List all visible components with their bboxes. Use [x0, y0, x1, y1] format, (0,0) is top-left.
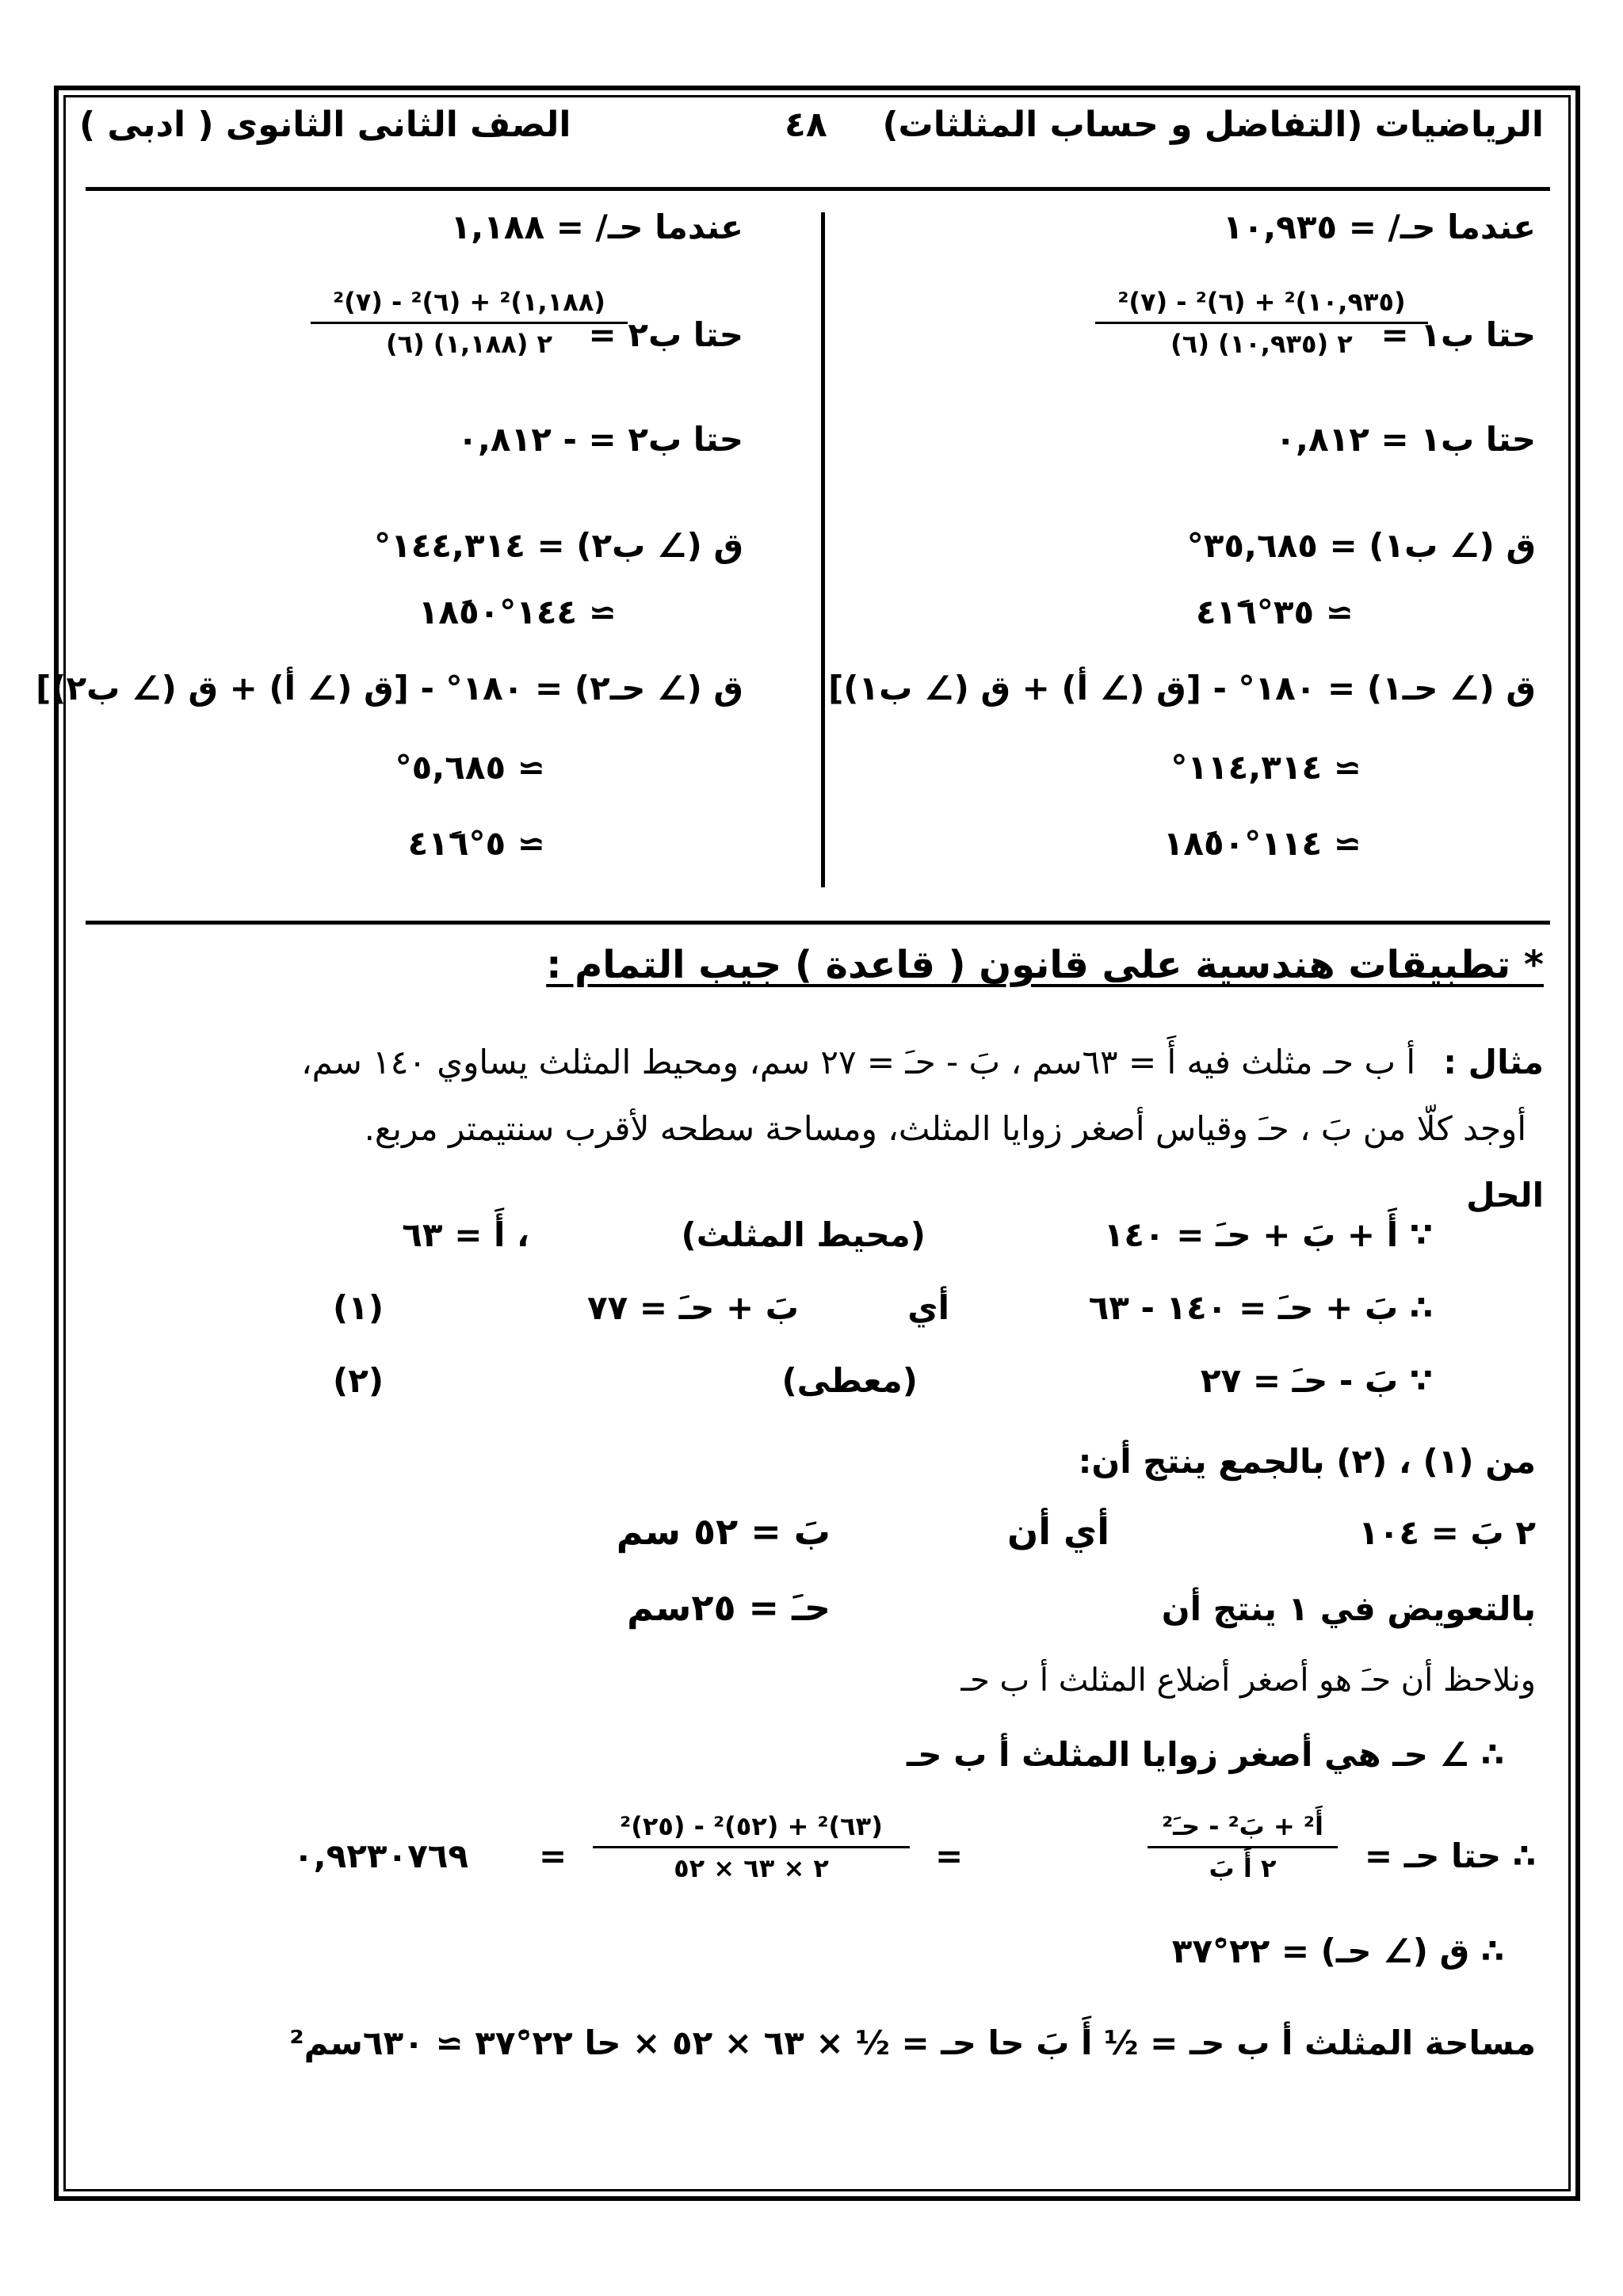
equation-number-1: (١): [333, 1288, 384, 1327]
section-title-text: * تطبيقات هندسية على قانون ( قاعدة ) جيب التمام :: [546, 943, 1544, 987]
example-label: مثال :: [1443, 1043, 1544, 1081]
solution-step-7: ونلاحظ أن حـَ هو أصغر أضلاع المثلث أ ب حـ: [960, 1662, 1536, 1699]
solution-step-5: ٢ بَ = ١٠٤: [1358, 1513, 1536, 1552]
left-angle-c-dms: ≃ ٥°٤١َ٦: [407, 824, 545, 863]
solution-step-4: من (١) ، (٢) بالجمع ينتج أن:: [1078, 1442, 1536, 1481]
right-cos-label: حتا ب١ =: [1381, 315, 1536, 354]
solution-step-2: ∴ بَ + حـَ = ١٤٠ - ٦٣: [1088, 1288, 1433, 1327]
cos-c-numerator-general: أَ² + بَ² - حـَ²: [1148, 1811, 1338, 1848]
left-angle-c-deg: ≃ ٥,٦٨٥°: [395, 748, 545, 787]
right-angle-c: ق (∠ حـ١) = ١٨٠° - [ق (∠ أ) + ق (∠ ب١)]: [828, 669, 1536, 707]
cos-c-result: ٠,٩٢٣٠٧٦٩: [293, 1836, 469, 1875]
angle-c-result: ∴ ق (∠ حـ) = ٢٢°٣٧َ: [1171, 1932, 1504, 1970]
solution-step-5-result: بَ = ٥٢ سم: [616, 1510, 831, 1553]
right-cos-denominator: ٢ (١٠,٩٣٥) (٦): [1170, 329, 1353, 359]
section-title: [546, 943, 1544, 987]
cos-c-numerator-numeric: (٦٣)² + (٥٢)² - (٢٥)²: [593, 1811, 910, 1848]
left-case-condition: عندما حـ/ = ١,١٨٨: [450, 208, 743, 246]
triangle-area: مساحة المثلث أ ب حـ = ½ أَ بَ حا حـ = ½ × ٦٣ × ٥٢ × حا ٢٢°٣٧َ ≃ ٦٣٠سم²: [289, 2023, 1536, 2062]
solution-step-2-mid: أي: [907, 1288, 949, 1327]
left-cos-numerator: (١,١٨٨)² + (٦)² - (٧)²: [311, 287, 628, 324]
left-angle-b: ق (∠ ب٢) = ١٤٤,٣١٤°: [374, 526, 743, 565]
solution-step-5-mid: أي أن: [1007, 1510, 1109, 1553]
section-divider: [86, 921, 1550, 925]
solution-step-6: بالتعويض في ١ ينتج أن: [1161, 1589, 1536, 1628]
left-angle-c: ق (∠ حـ٢) = ١٨٠° - [ق (∠ أ) + ق (∠ ب٢)]: [36, 669, 743, 707]
page-number: ٤٨: [785, 105, 827, 145]
cos-c-fraction-general: [1148, 1811, 1338, 1883]
solution-step-6-result: حـَ = ٢٥سم: [627, 1586, 831, 1629]
left-cos-label: حتا ب٢ =: [588, 315, 743, 354]
solution-step-1: ∵ أَ + بَ + حـَ = ١٤٠: [1103, 1215, 1433, 1254]
cos-c-denominator-numeric: ٢ × ٦٣ × ٥٢: [674, 1853, 829, 1883]
cos-c-fraction-numeric: [593, 1811, 910, 1883]
left-cos-fraction: [311, 287, 628, 359]
right-angle-c-deg: ≃ ١١٤,٣١٤°: [1170, 748, 1361, 787]
right-cos-value: حتا ب١ = ٠,٨١٢: [1275, 420, 1536, 459]
example-line-1: أ ب حـ مثلث فيه أَ = ٦٣سم ، بَ - حـَ = ٢٧ سم، ومحيط المثلث يساوي ١٤٠ سم،: [301, 1043, 1415, 1081]
right-angle-c-dms: ≃ ١١٤°١٨َ٥٠: [1163, 824, 1361, 863]
left-cos-denominator: ٢ (١,١٨٨) (٦): [385, 329, 553, 359]
solution-step-2-result: بَ + حـَ = ٧٧: [587, 1288, 799, 1327]
right-cos-fraction: [1095, 287, 1428, 359]
column-divider: [821, 212, 825, 887]
example-line-2: أوجد كلّا من بَ ، حـَ وقياس أصغر زوايا المثلث، ومساحة سطحه لأقرب سنتيمتر مربع.: [364, 1109, 1526, 1148]
cos-c-denominator-general: ٢ أَ بَ: [1209, 1853, 1277, 1883]
right-angle-b-dms: ≃ ٣٥°٤١َ٦: [1195, 593, 1354, 631]
right-case-condition: عندما حـ/ = ١٠,٩٣٥: [1222, 208, 1536, 246]
solution-step-1-extra: ، أَ = ٦٣: [402, 1215, 529, 1254]
header-divider: [86, 187, 1550, 191]
equation-number-2: (٢): [333, 1361, 384, 1400]
left-cos-value: حتا ب٢ = - ٠,٨١٢: [457, 420, 743, 459]
left-angle-b-dms: ≃ ١٤٤°١٨َ٥٠: [418, 593, 617, 631]
solution-step-1-note: (محيط المثلث): [681, 1215, 926, 1254]
solution-step-8: ∴ ∠ حـ هي أصغر زوايا المثلث أ ب حـ: [906, 1735, 1504, 1774]
solution-step-3-note: (معطى): [781, 1361, 918, 1400]
header-grade: الصف الثانى الثانوى ( ادبى ): [79, 105, 571, 145]
cos-c-equals-2: =: [539, 1836, 567, 1875]
solution-step-3: ∵ بَ - حـَ = ٢٧: [1200, 1361, 1433, 1400]
solution-label: الحل: [1466, 1176, 1544, 1215]
header-subject: الرياضيات (التفاضل و حساب المثلثات): [882, 105, 1544, 145]
right-angle-b: ق (∠ ب١) = ٣٥,٦٨٥°: [1186, 526, 1536, 565]
cos-c-label: ∴ حتا حـ =: [1364, 1836, 1536, 1875]
right-cos-numerator: (١٠,٩٣٥)² + (٦)² - (٧)²: [1095, 287, 1428, 324]
cos-c-equals-1: =: [935, 1836, 964, 1875]
